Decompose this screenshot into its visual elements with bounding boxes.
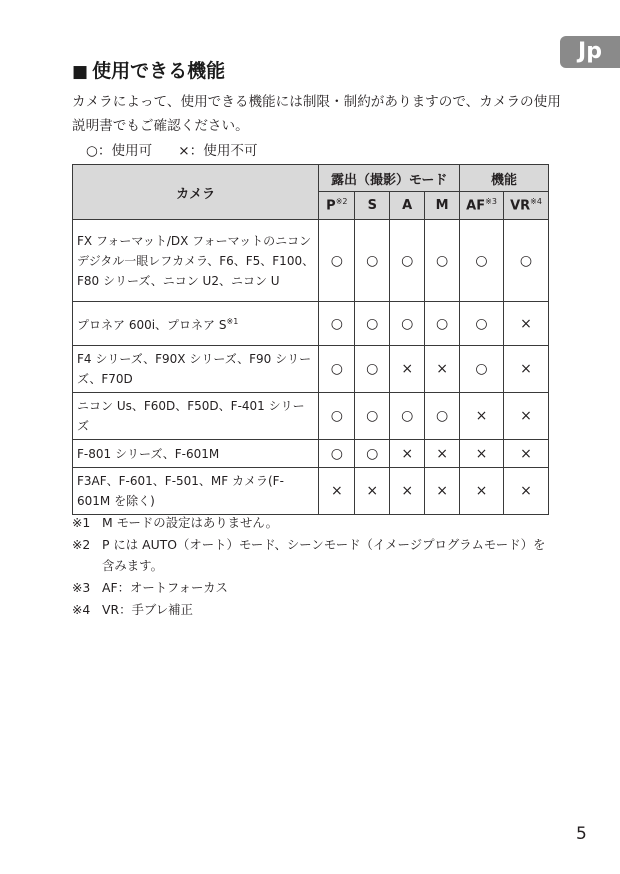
mark-cell: ○: [425, 220, 460, 302]
mark-cell: ○: [425, 302, 460, 346]
mark-cell: ○: [390, 302, 425, 346]
table-row: [73, 440, 549, 468]
mark-cell: ×: [460, 468, 504, 515]
mark-cell: ×: [425, 346, 460, 393]
function-header: 機能: [460, 165, 549, 192]
column-header-af: AF$^{※3}$: [460, 192, 504, 220]
camera-column-header: カメラ: [73, 165, 319, 220]
column-header-m: M: [425, 192, 460, 220]
footnote: ※4 VR：手ブレ補正: [72, 602, 193, 617]
footnote: ※3 AF：オートフォーカス: [72, 580, 228, 595]
column-header-s: S: [355, 192, 390, 220]
mark-cell: ○: [460, 346, 504, 393]
mark-cell: ○: [425, 393, 460, 440]
section-heading: [72, 56, 225, 83]
camera-cell: ニコン Us、F60D、F50D、F-401 シリーズ: [73, 393, 319, 440]
legend: [86, 139, 258, 159]
compatibility-table: [72, 164, 549, 515]
mark-cell: ×: [390, 440, 425, 468]
mark-cell: ○: [460, 302, 504, 346]
mark-cell: ×: [425, 440, 460, 468]
exposure-mode-header: 露出（撮影）モード: [319, 165, 460, 192]
mark-cell: ○: [319, 346, 355, 393]
mark-cell: ○: [319, 302, 355, 346]
square-bullet-icon: ■: [72, 62, 89, 82]
mark-cell: ○: [355, 393, 390, 440]
mark-cell: ○: [319, 393, 355, 440]
mark-cell: ○: [460, 220, 504, 302]
mark-cell: ○: [390, 393, 425, 440]
section-heading-text: 使用できる機能: [92, 60, 226, 82]
mark-cell: ×: [319, 468, 355, 515]
mark-cell: ×: [355, 468, 390, 515]
camera-cell: F3AF、F-601、F-501、MF カメラ(F-601M を除く): [73, 468, 319, 515]
footnote: ※2 P には AUTO（オート）モード、シーンモード（イメージプログラムモード）を含みます。: [72, 537, 546, 573]
camera-cell: FX フォーマット/DX フォーマットのニコンデジタル一眼レフカメラ、F6、F5、F100、F80 シリーズ、ニコン U2、ニコン U: [73, 220, 319, 302]
mark-cell: ×: [504, 346, 549, 393]
mark-cell: ×: [425, 468, 460, 515]
legend-available: ○：使用可: [86, 143, 153, 159]
column-header-a: A: [390, 192, 425, 220]
table-row: [73, 302, 549, 346]
mark-cell: ×: [504, 440, 549, 468]
mark-cell: ○: [355, 302, 390, 346]
mark-cell: ○: [319, 440, 355, 468]
mark-cell: ×: [504, 302, 549, 346]
mark-cell: ○: [390, 220, 425, 302]
camera-cell: F-801 シリーズ、F-601M: [73, 440, 319, 468]
table-row: [73, 346, 549, 393]
mark-cell: ○: [504, 220, 549, 302]
mark-cell: ×: [460, 393, 504, 440]
camera-cell: プロネア 600i、プロネア $S^{※1}$: [73, 302, 319, 346]
column-header-vr: VR$^{※4}$: [504, 192, 549, 220]
camera-cell: F4 シリーズ、F90X シリーズ、F90 シリーズ、F70D: [73, 346, 319, 393]
mark-cell: ×: [390, 468, 425, 515]
table-row: [73, 393, 549, 440]
language-tab: Jp: [560, 36, 620, 68]
column-header-p: $P^{※2}$: [319, 192, 355, 220]
footnotes: [72, 512, 552, 621]
mark-cell: ×: [460, 440, 504, 468]
intro-paragraph: カメラによって、使用できる機能には制限・制約がありますので、カメラの使用説明書でもご確認ください。: [72, 94, 561, 134]
mark-cell: ○: [355, 220, 390, 302]
mark-cell: ×: [504, 468, 549, 515]
mark-cell: ×: [390, 346, 425, 393]
mark-cell: ○: [355, 346, 390, 393]
mark-cell: ○: [319, 220, 355, 302]
legend-unavailable: ×：使用不可: [178, 143, 258, 159]
page-number: 5: [576, 824, 587, 844]
table-row: [73, 220, 549, 302]
table-row: [73, 468, 549, 515]
mark-cell: ×: [504, 393, 549, 440]
mark-cell: ○: [355, 440, 390, 468]
footnote: ※1 M モードの設定はありません。: [72, 515, 278, 530]
